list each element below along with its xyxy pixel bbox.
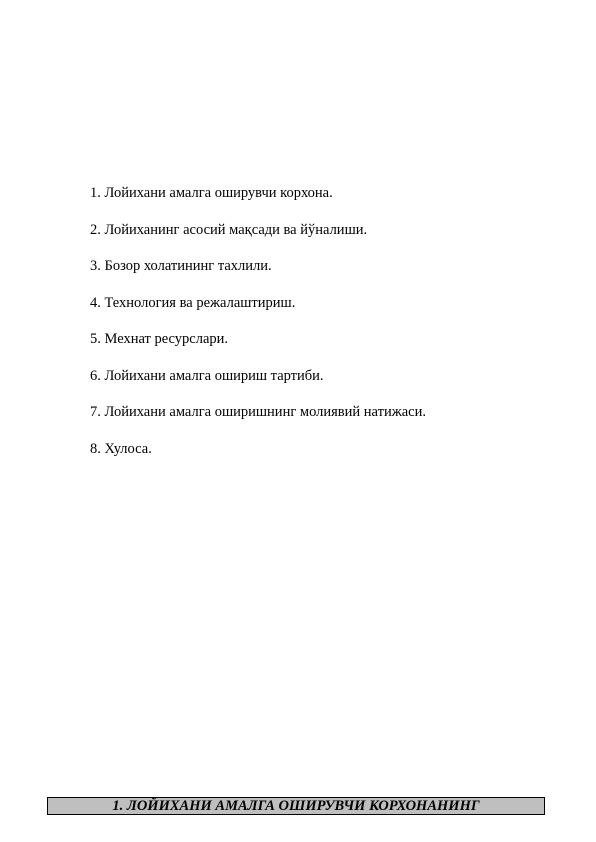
toc-item-8: 8. Хулоса. (90, 440, 152, 457)
toc-item-7: 7. Лойихани амалга оширишнинг молиявий натижаси. (90, 404, 426, 420)
toc-item-3: 3. Бозор холатининг тахлили. (90, 258, 272, 274)
toc-item-2: 2. Лойиханинг асосий мақсади ва йўналиши. (90, 221, 368, 238)
toc-item-5: 5. Мехнат ресурслари. (90, 331, 229, 347)
table-of-contents (90, 184, 426, 476)
toc-item-1: 1. Лойихани амалга оширувчи корхона. (90, 185, 333, 201)
toc-item-4: 4. Технология ва режалаштириш. (90, 294, 296, 311)
toc-item-6: 6. Лойихани амалга ошириш тартиби. (90, 367, 324, 384)
section-heading-banner: 1. ЛОЙИХАНИ АМАЛГА ОШИРУВЧИ КОРХОНАНИНГ (47, 797, 545, 815)
